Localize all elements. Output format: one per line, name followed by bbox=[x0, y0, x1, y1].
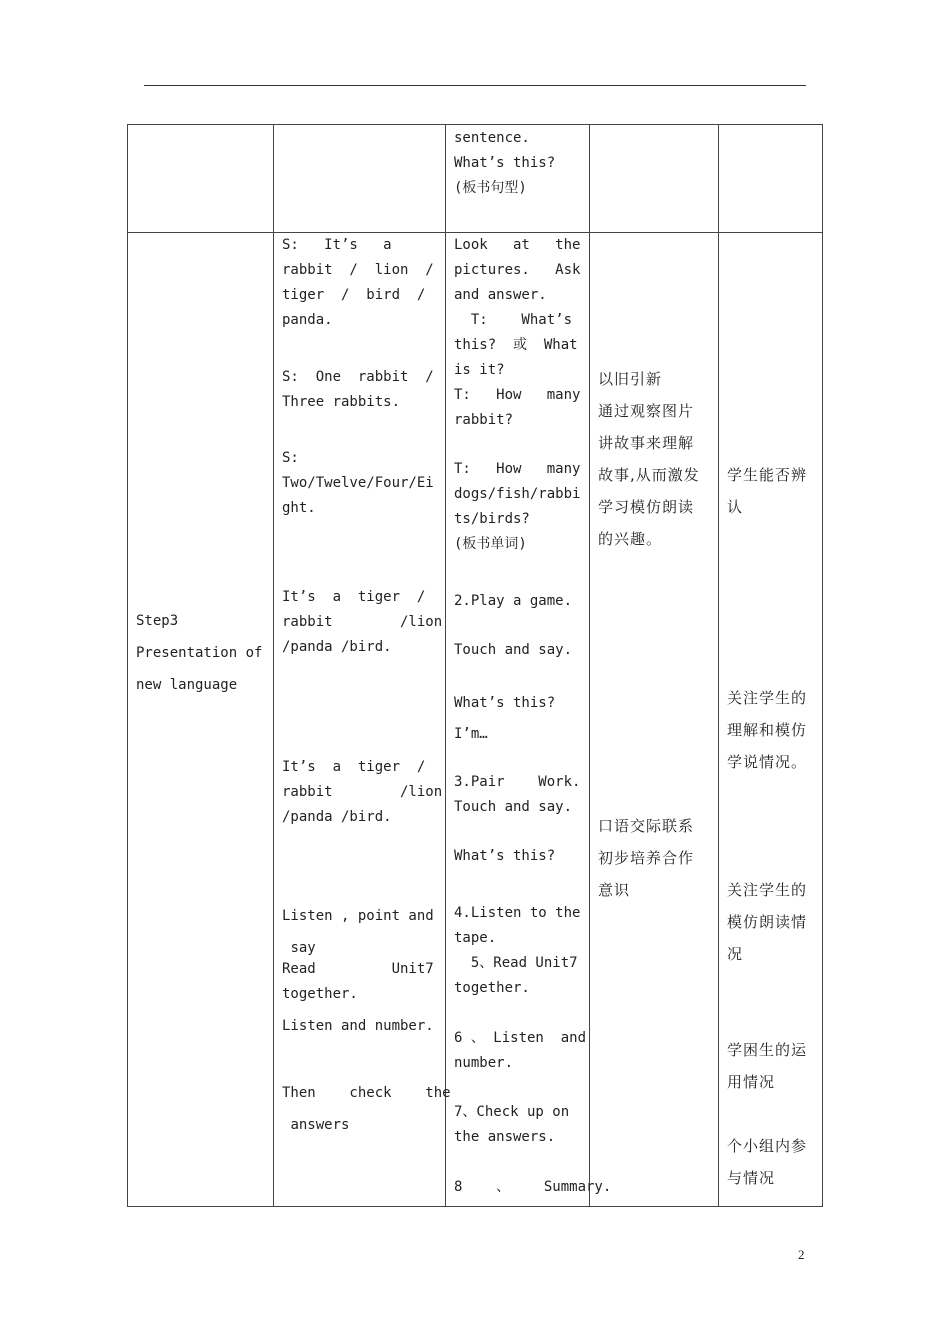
teacher-activity-9: 6 、 Listen and number. bbox=[454, 1030, 587, 1071]
student-response-5: It’s a tiger / rabbit /lion /panda /bird. bbox=[282, 759, 443, 825]
teacher-activity-6: 3.Pair Work. Touch and say. bbox=[454, 774, 581, 815]
row1-activity-text: sentence. What’s this? (板书句型) bbox=[454, 130, 556, 196]
table-column-divider bbox=[273, 124, 274, 1207]
student-response-2: S: One rabbit / Three rabbits. bbox=[282, 369, 434, 410]
teacher-activity-7: What’s this? bbox=[454, 848, 556, 864]
student-response-8: Listen and number. bbox=[282, 1018, 434, 1034]
step-title: Step3 Presentation of new language bbox=[136, 613, 263, 693]
assessment-1: 学生能否辨 认 bbox=[727, 466, 808, 516]
student-response-1: S: It’s a rabbit / lion / tiger / bird / panda. bbox=[282, 237, 434, 328]
student-response-9: Then check the answers bbox=[282, 1085, 451, 1133]
assessment-2: 关注学生的 理解和模仿 学说情况。 bbox=[727, 689, 808, 771]
assessment-3: 关注学生的 模仿朗读情 况 bbox=[727, 881, 808, 963]
assessment-4: 学困生的运 用情况 bbox=[727, 1041, 808, 1091]
student-response-3: S: Two/Twelve/Four/Ei ght. bbox=[282, 450, 434, 516]
teacher-activity-1: Look at the pictures. Ask and answer. T: What’s this? 或 What is it? T: How many rabbit? bbox=[454, 237, 581, 428]
teacher-activity-10: 7、Check up on the answers. bbox=[454, 1104, 570, 1145]
teacher-activity-8: 4.Listen to the tape. 5、Read Unit7 together. bbox=[454, 905, 581, 996]
design-intent-2: 口语交际联系 初步培养合作 意识 bbox=[598, 817, 695, 899]
table-column-divider bbox=[718, 124, 719, 1207]
student-response-4: It’s a tiger / rabbit /lion /panda /bird. bbox=[282, 589, 443, 655]
student-response-7: Read Unit7 together. bbox=[282, 961, 434, 1002]
teacher-activity-3: 2.Play a game. bbox=[454, 593, 573, 609]
table-column-divider bbox=[589, 124, 590, 1207]
teacher-activity-11: 8 、 Summary. bbox=[454, 1179, 612, 1195]
design-intent-1: 以旧引新 通过观察图片 讲故事来理解 故事,从而激发 学习模仿朗读 的兴趣。 bbox=[598, 370, 700, 548]
teacher-activity-2: T: How many dogs/fish/rabbi ts/birds? (板书单词) bbox=[454, 461, 581, 552]
assessment-5: 个小组内参 与情况 bbox=[727, 1137, 808, 1187]
student-response-6: Listen , point and say bbox=[282, 908, 434, 956]
table-column-divider bbox=[445, 124, 446, 1207]
page-number: 2 bbox=[798, 1247, 805, 1262]
header-rule bbox=[144, 85, 806, 86]
teacher-activity-5: What’s this? I’m… bbox=[454, 695, 556, 742]
teacher-activity-4: Touch and say. bbox=[454, 642, 573, 658]
